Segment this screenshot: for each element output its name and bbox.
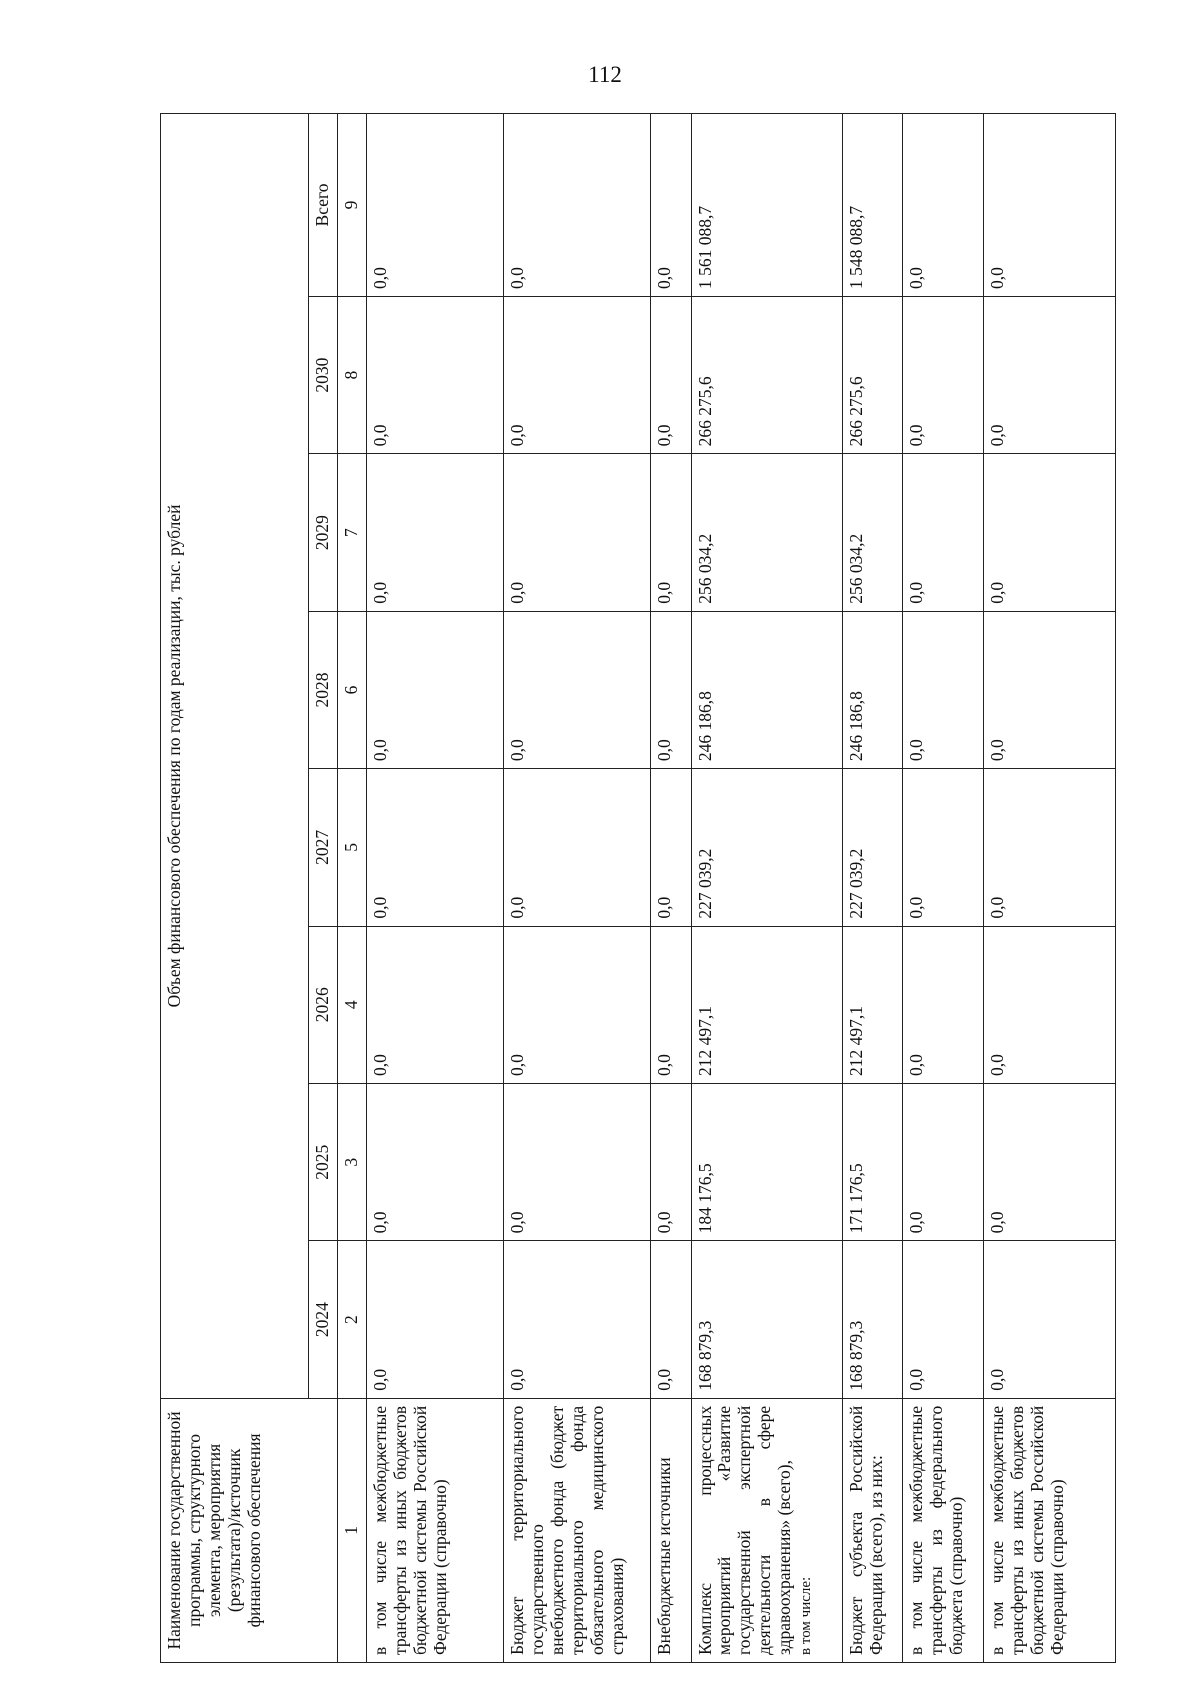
value-cell: 0,0 [983,1083,1115,1240]
row-name [651,1398,691,1662]
year-header: 2028 [309,611,338,768]
value-cell: 246 186,8 [842,611,902,768]
value-cell: 0,0 [903,454,984,611]
value-cell: 0,0 [903,1241,984,1398]
value-cell: 0,0 [983,454,1115,611]
value-cell: 0,0 [366,926,503,1083]
column-number: 6 [337,611,366,768]
value-cell: 0,0 [651,926,691,1083]
column-number: 5 [337,769,366,926]
value-cell: 227 039,2 [842,769,902,926]
value-cell: 227 039,2 [691,769,842,926]
value-cell: 1 548 088,7 [842,114,902,297]
value-cell: 0,0 [503,611,650,768]
value-cell: 246 186,8 [691,611,842,768]
value-cell: 0,0 [983,769,1115,926]
value-cell: 0,0 [366,454,503,611]
year-header: 2026 [309,926,338,1083]
column-number: 3 [337,1083,366,1240]
header-row [161,114,309,1663]
value-cell: 212 497,1 [691,926,842,1083]
value-cell: 0,0 [651,1241,691,1398]
year-header: 2029 [309,454,338,611]
row-name [503,1398,650,1662]
value-cell: 0,0 [651,1083,691,1240]
value-cell: 0,0 [366,1241,503,1398]
row-name-text: Бюджет территориального государственного внебюджетного фонда (бюджет территориального фонда обязательного медицинского страхования) [506,1405,627,1655]
column-number: 2 [337,1241,366,1398]
value-cell: 0,0 [903,611,984,768]
value-cell: 0,0 [366,1083,503,1240]
value-cell: 0,0 [651,296,691,453]
name-column-header: Наименование государственной программы, структурного элемента, мероприятия (результата)/источник финансового обеспечения [161,1398,338,1662]
total-header: Всего [309,114,338,297]
value-cell: 0,0 [503,769,650,926]
value-cell: 0,0 [983,611,1115,768]
row-name [366,1398,503,1662]
column-number: 9 [337,114,366,297]
value-cell: 0,0 [503,1083,650,1240]
value-cell: 171 176,5 [842,1083,902,1240]
value-cell: 0,0 [503,114,650,297]
value-cell: 0,0 [983,114,1115,297]
row-name-text: в том числе межбюджетные трансферты из иных бюджетов бюджетной системы Российской Федерации (справочно) [369,1405,450,1655]
value-cell: 256 034,2 [691,454,842,611]
value-cell: 0,0 [651,454,691,611]
value-cell: 266 275,6 [691,296,842,453]
table-row [983,114,1115,1663]
column-number-row [337,114,366,1663]
value-cell: 0,0 [903,296,984,453]
value-cell: 0,0 [983,926,1115,1083]
value-cell: 0,0 [651,769,691,926]
year-header: 2025 [309,1083,338,1240]
year-header: 2030 [309,296,338,453]
column-number: 8 [337,296,366,453]
table-row [842,114,902,1663]
value-cell: 212 497,1 [842,926,902,1083]
column-number: 7 [337,454,366,611]
value-cell: 0,0 [503,1241,650,1398]
value-cell: 0,0 [366,611,503,768]
table-row [651,114,691,1663]
value-cell: 0,0 [903,926,984,1083]
row-name-text: Внебюджетные источники [654,1457,675,1655]
year-header: 2027 [309,769,338,926]
table-row [366,114,503,1663]
value-cell: 0,0 [651,114,691,297]
row-name [903,1398,984,1662]
value-cell: 0,0 [503,296,650,453]
value-cell: 184 176,5 [691,1083,842,1240]
row-name [691,1398,842,1662]
row-name-text: в том числе межбюджетные трансферты из федерального бюджета (справочно) [906,1405,967,1655]
table-row [691,114,842,1663]
value-cell: 0,0 [503,454,650,611]
row-name [983,1398,1115,1662]
value-cell: 0,0 [903,769,984,926]
value-cell: 0,0 [503,926,650,1083]
value-cell: 256 034,2 [842,454,902,611]
year-header: 2024 [309,1241,338,1398]
value-cell: 0,0 [366,114,503,297]
column-number: 4 [337,926,366,1083]
column-number: 1 [337,1398,366,1662]
row-subtitle: в том числе: [798,1576,815,1655]
value-cell: 1 561 088,7 [691,114,842,297]
page-number: 112 [588,62,622,87]
value-cell: 168 879,3 [842,1241,902,1398]
table-row [503,114,650,1663]
value-cell: 0,0 [366,769,503,926]
financing-table [160,113,1116,1663]
value-cell: 0,0 [903,1083,984,1240]
value-cell: 0,0 [366,296,503,453]
row-name [842,1398,902,1662]
value-cell: 168 879,3 [691,1241,842,1398]
value-cell: 0,0 [903,114,984,297]
table-row [903,114,984,1663]
row-name-text: в том числе межбюджетные трансферты из иных бюджетов бюджетной системы Российской Федерации (справочно) [986,1405,1067,1655]
amount-column-header: Объем финансового обеспечения по годам реализации, тыс. рублей [161,114,309,1399]
value-cell: 0,0 [651,611,691,768]
value-cell: 0,0 [983,296,1115,453]
value-cell: 266 275,6 [842,296,902,453]
row-name-text: Комплекс процессных мероприятий «Развитие государственной экспертной деятельности в сфере здравоохранения» (всего), [694,1405,795,1655]
value-cell: 0,0 [983,1241,1115,1398]
row-name-text: Бюджет субъекта Российской Федерации (всего), из них: [845,1405,886,1655]
rotated-table-container [160,113,1116,1663]
